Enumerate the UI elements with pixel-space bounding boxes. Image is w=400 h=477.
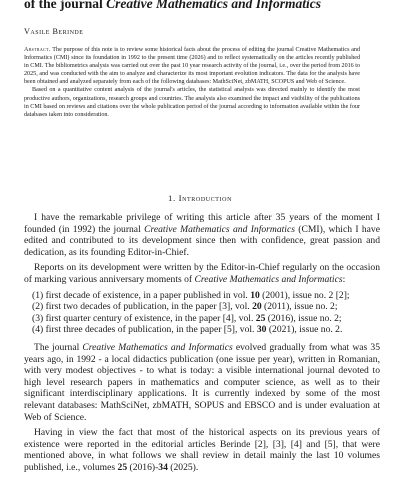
body-paragraph-2 bbox=[24, 262, 380, 285]
body-paragraph-3 bbox=[24, 342, 380, 423]
paper-title bbox=[24, 0, 384, 12]
body-paragraph-4 bbox=[24, 427, 380, 473]
list-item-text: (3) first quarter century of existence, in the paper [4], vol. bbox=[32, 312, 256, 324]
body-p3-text-a: The journal bbox=[34, 341, 83, 353]
list-item-text: (4) first three decades of publication, in the paper [5], vol. bbox=[32, 324, 257, 336]
body-p4-volume-start: 25 bbox=[117, 461, 128, 473]
list-item-text: (2) first two decades of publication, in the paper [3], vol. bbox=[32, 301, 253, 313]
list-item-text: (2011), issue no. 2; bbox=[261, 301, 338, 313]
body-p1-text-a: I have the remarkable privilege of writing this article after 35 years of the moment I founded (in 1992) the journal bbox=[24, 212, 380, 235]
anniversary-list bbox=[24, 290, 380, 336]
list-item-text: (2001), issue no. 2 [2]; bbox=[259, 289, 350, 301]
body-text bbox=[24, 212, 380, 477]
list-item-volume: 20 bbox=[252, 301, 262, 313]
title-journal-name: Creative Mathematics and Informatics bbox=[106, 0, 322, 11]
body-p1-journal: Creative Mathematics and Informatics bbox=[144, 223, 295, 235]
list-item bbox=[24, 290, 380, 302]
list-item-text: (2021), issue no. 2. bbox=[266, 324, 343, 336]
body-p2-journal: Creative Mathematics and Informatics bbox=[194, 273, 343, 285]
list-item-volume: 25 bbox=[255, 312, 266, 324]
list-item bbox=[24, 301, 380, 313]
title-prefix: of the journal bbox=[24, 0, 107, 11]
abstract-paragraph-2: Based on a quantitative content analysis of the journal's articles, the statistical analysis was directed mainly to identify the most productive authors, organizations, research groups and countries. The analysis also examined the impact and visibility of the publications in CMI based on reviews and citations over the whole publication period of the journal according to information available within the four databases taken into consideration. bbox=[24, 87, 360, 118]
body-p4-text-b: (2016)- bbox=[127, 461, 159, 473]
list-item bbox=[24, 313, 380, 325]
list-item-volume: 10 bbox=[250, 289, 260, 301]
author-name: Vasile Berinde bbox=[24, 27, 84, 36]
list-item-text: (1) first decade of existence, in a paper published in vol. bbox=[32, 289, 251, 301]
section-heading: 1. Introduction bbox=[167, 193, 233, 203]
body-p4-volume-end: 34 bbox=[158, 461, 168, 473]
body-p2-text-a: Reports on its development were written by the Editor-in-Chief regularly on the occasion of marking various anniversary moments of bbox=[24, 262, 380, 285]
body-p3-text-b: evolved gradually from what was 35 years ago, in 1992 - a local didactics publication (one issue per year), written in Romanian, with very modest objectives - to what is today: a visible international journal devoted to high level research papers in mathematics and computer science, as well as to their significant interdisciplinary applications. It is currently indexed by some of the most relevant databases: MathSciNet, zbMATH, SOPUS and EBSCO and is under evaluation at Web of Science. bbox=[24, 341, 380, 423]
body-p4-text-c: (2025). bbox=[167, 461, 199, 473]
abstract-text-1: The purpose of this note is to review some historical facts about the process of editing the journal Creative Mathematics and Informatics (CMI) since its foundation in 1992 to the present time (2026) and to reflect systematically on the articles recently published in CMI. The bibliometrics analysis was carried out over the past 10 year research activity of the journal, i.e., over the period from 2016 to 2025, and was conducted with the aim to analyze and characterize its most important evolution indicators. The data for the analysis have been obtained and analyzed separately from each of the following databases: MathSciNet, zbMATH, SCOPUS and Web of Science. bbox=[24, 47, 360, 86]
body-p1-text-b: (CMI), which I have edited and contributed to its development since then with confidence, great passion and dedication, as its founding Editor-in-Chief. bbox=[24, 223, 380, 258]
body-paragraph-1 bbox=[24, 212, 380, 258]
list-item bbox=[24, 324, 380, 336]
body-p3-journal: Creative Mathematics and Informatics bbox=[82, 341, 233, 353]
abstract-label: Abstract. bbox=[24, 47, 51, 53]
abstract bbox=[24, 46, 360, 119]
list-item-text: (2016), issue no. 2; bbox=[265, 312, 342, 324]
body-p4-text-a: Having in view the fact that most of the historical aspects on its previous years of existence were reported in the editorial articles Berinde [2], [3], [4] and [5], that were mentioned above, in what follows we shall review in detail mainly the last 10 volumes published, i.e., volumes bbox=[24, 427, 380, 473]
list-item-volume: 30 bbox=[256, 324, 267, 336]
body-p2-text-b: : bbox=[342, 273, 346, 285]
abstract-paragraph-1 bbox=[24, 46, 360, 86]
